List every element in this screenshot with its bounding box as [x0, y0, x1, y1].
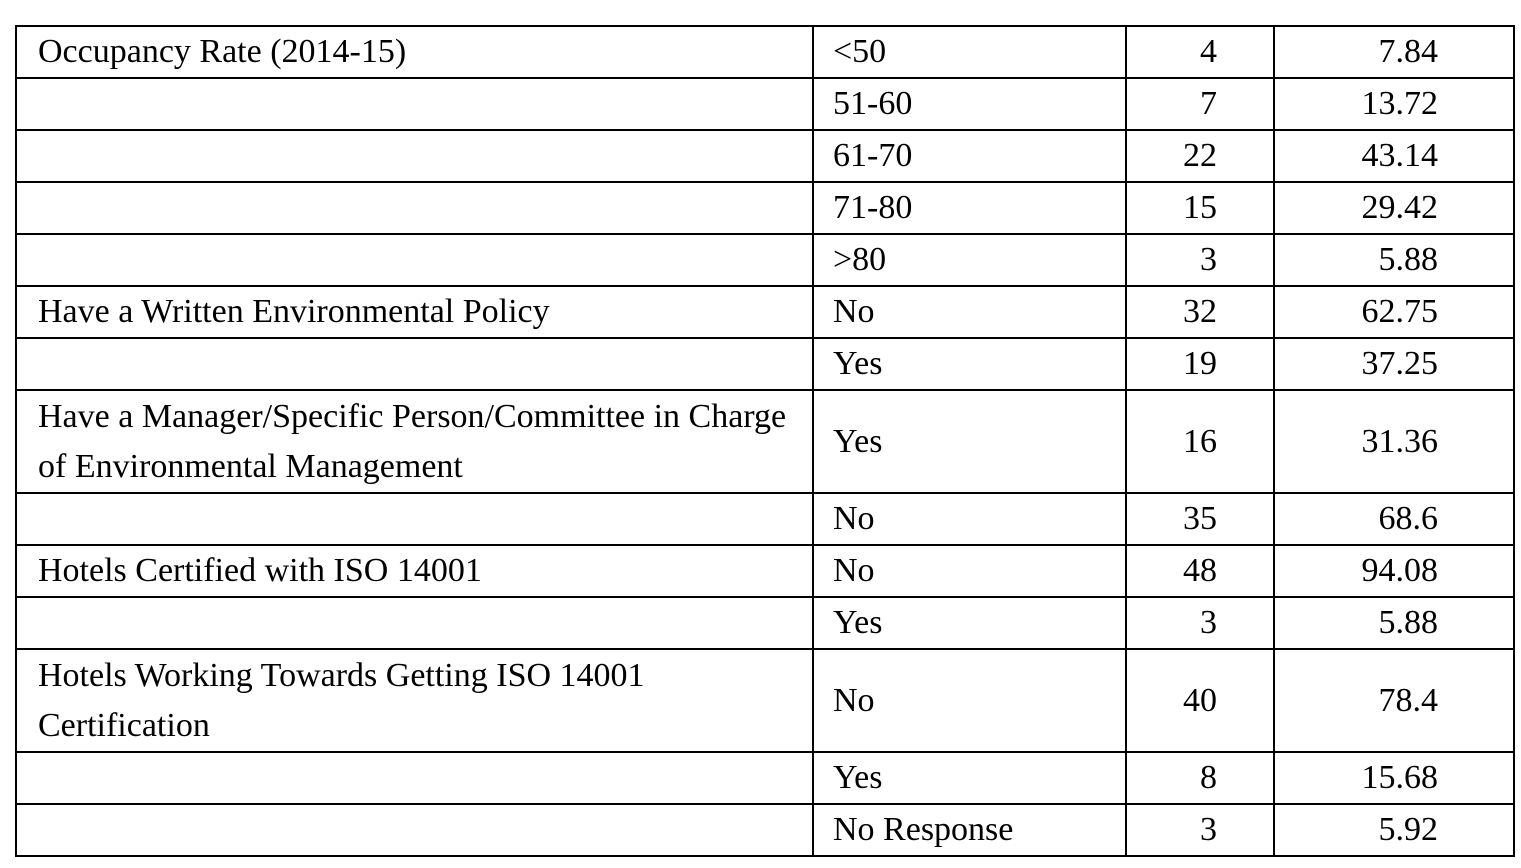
table-row — [16, 493, 1514, 545]
table-row — [16, 234, 1514, 286]
count-cell: 48 — [1126, 545, 1274, 597]
row-label — [16, 338, 813, 390]
table-row — [16, 286, 1514, 338]
table-row — [16, 182, 1514, 234]
percent-cell: 7.84 — [1274, 26, 1514, 78]
count-cell: 22 — [1126, 130, 1274, 182]
count-cell: 32 — [1126, 286, 1274, 338]
row-label — [16, 78, 813, 130]
count-cell: 19 — [1126, 338, 1274, 390]
row-label: Hotels Certified with ISO 14001 — [16, 545, 813, 597]
table-row — [16, 338, 1514, 390]
row-label — [16, 493, 813, 545]
row-label — [16, 234, 813, 286]
category-cell: 71-80 — [813, 182, 1126, 234]
percent-cell: 5.92 — [1274, 804, 1514, 856]
category-cell: Yes — [813, 390, 1126, 493]
category-cell: No Response — [813, 804, 1126, 856]
category-cell: >80 — [813, 234, 1126, 286]
table-row — [16, 545, 1514, 597]
percent-cell: 5.88 — [1274, 597, 1514, 649]
table-row — [16, 804, 1514, 856]
category-cell: No — [813, 286, 1126, 338]
category-cell: No — [813, 493, 1126, 545]
row-label: Have a Written Environmental Policy — [16, 286, 813, 338]
percent-cell: 5.88 — [1274, 234, 1514, 286]
table-row — [16, 597, 1514, 649]
table-row — [16, 390, 1514, 493]
count-cell: 7 — [1126, 78, 1274, 130]
row-label — [16, 752, 813, 804]
row-label — [16, 130, 813, 182]
percent-cell: 31.36 — [1274, 390, 1514, 493]
percent-cell: 43.14 — [1274, 130, 1514, 182]
row-label: Occupancy Rate (2014-15) — [16, 26, 813, 78]
row-label — [16, 597, 813, 649]
table-row — [16, 752, 1514, 804]
row-label — [16, 182, 813, 234]
row-label: Have a Manager/Specific Person/Committee in Charge of Environmental Management — [16, 390, 813, 493]
category-cell: Yes — [813, 752, 1126, 804]
percent-cell: 13.72 — [1274, 78, 1514, 130]
count-cell: 35 — [1126, 493, 1274, 545]
count-cell: 3 — [1126, 804, 1274, 856]
row-label: Hotels Working Towards Getting ISO 14001 Certification — [16, 649, 813, 752]
percent-cell: 15.68 — [1274, 752, 1514, 804]
percent-cell: 78.4 — [1274, 649, 1514, 752]
table-row — [16, 78, 1514, 130]
category-cell: No — [813, 545, 1126, 597]
percent-cell: 62.75 — [1274, 286, 1514, 338]
category-cell: No — [813, 649, 1126, 752]
count-cell: 15 — [1126, 182, 1274, 234]
table-row — [16, 649, 1514, 752]
percent-cell: 37.25 — [1274, 338, 1514, 390]
percent-cell: 68.6 — [1274, 493, 1514, 545]
survey-results-table — [15, 25, 1515, 857]
count-cell: 3 — [1126, 234, 1274, 286]
count-cell: 8 — [1126, 752, 1274, 804]
category-cell: Yes — [813, 338, 1126, 390]
count-cell: 40 — [1126, 649, 1274, 752]
percent-cell: 94.08 — [1274, 545, 1514, 597]
category-cell: 61-70 — [813, 130, 1126, 182]
table-row — [16, 26, 1514, 78]
category-cell: Yes — [813, 597, 1126, 649]
category-cell: <50 — [813, 26, 1126, 78]
row-label — [16, 804, 813, 856]
percent-cell: 29.42 — [1274, 182, 1514, 234]
count-cell: 4 — [1126, 26, 1274, 78]
table-row — [16, 130, 1514, 182]
category-cell: 51-60 — [813, 78, 1126, 130]
count-cell: 16 — [1126, 390, 1274, 493]
count-cell: 3 — [1126, 597, 1274, 649]
